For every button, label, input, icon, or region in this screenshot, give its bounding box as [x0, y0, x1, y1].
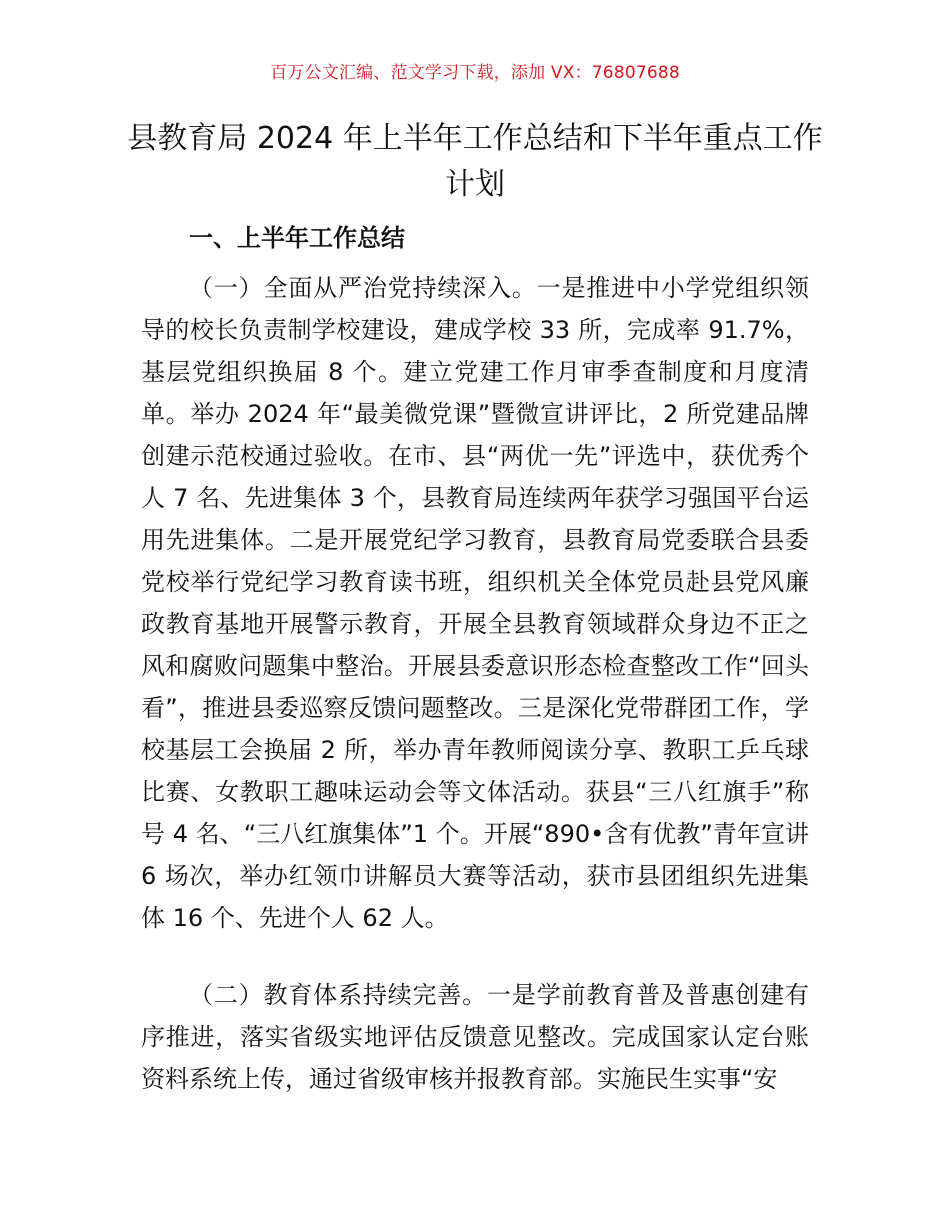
body-paragraph-1: （一）全面从严治党持续深入。一是推进中小学党组织领导的校长负责制学校建设，建成学校 33 所，完成率 91.7%，基层党组织换届 8 个。建立党建工作月审季查制度和月度清单。举办 2024 年“最美微党课”暨微宣讲评比，2 所党建品牌创建示范校通过验收。在市、县“两优一先”评选中，获优秀个人 7 名、先进集体 3 个，县教育局连续两年获学习强国平台运用先进集体。二是开展党纪学习教育，县教育局党委联合县委党校举行党纪学习教育读书班，组织机关全体党员赴县党风廉政教育基地开展警示教育，开展全县教育领域群众身边不正之风和腐败问题集中整治。开展县委意识形态检查整改工作“回头看”，推进县委巡察反馈问题整改。三是深化党带群团工作，学校基层工会换届 2 所，举办青年教师阅读分享、教职工乒乓球比赛、女教职工趣味运动会等文体活动。获县“三八红旗手”称号 4 名、“三八红旗集体”1 个。开展“890•含有优教”青年宣讲 6 场次，举办红领巾讲解员大赛等活动，获市县团组织先进集体 16 个、先进个人 62 人。 [141, 274, 809, 932]
page-title: 县教育局 2024 年上半年工作总结和下半年重点工作计划 [127, 121, 823, 202]
body-paragraph-2: （二）教育体系持续完善。一是学前教育普及普惠创建有序推进，落实省级实地评估反馈意见整改。完成国家认定台账资料系统上传，通过省级审核并报教育部。实施民生实事“安 [141, 981, 809, 1093]
section-heading: 一、上半年工作总结 [189, 224, 405, 252]
header-watermark-note: 百万公文汇编、范文学习下载，添加 VX：76807688 [270, 63, 680, 83]
